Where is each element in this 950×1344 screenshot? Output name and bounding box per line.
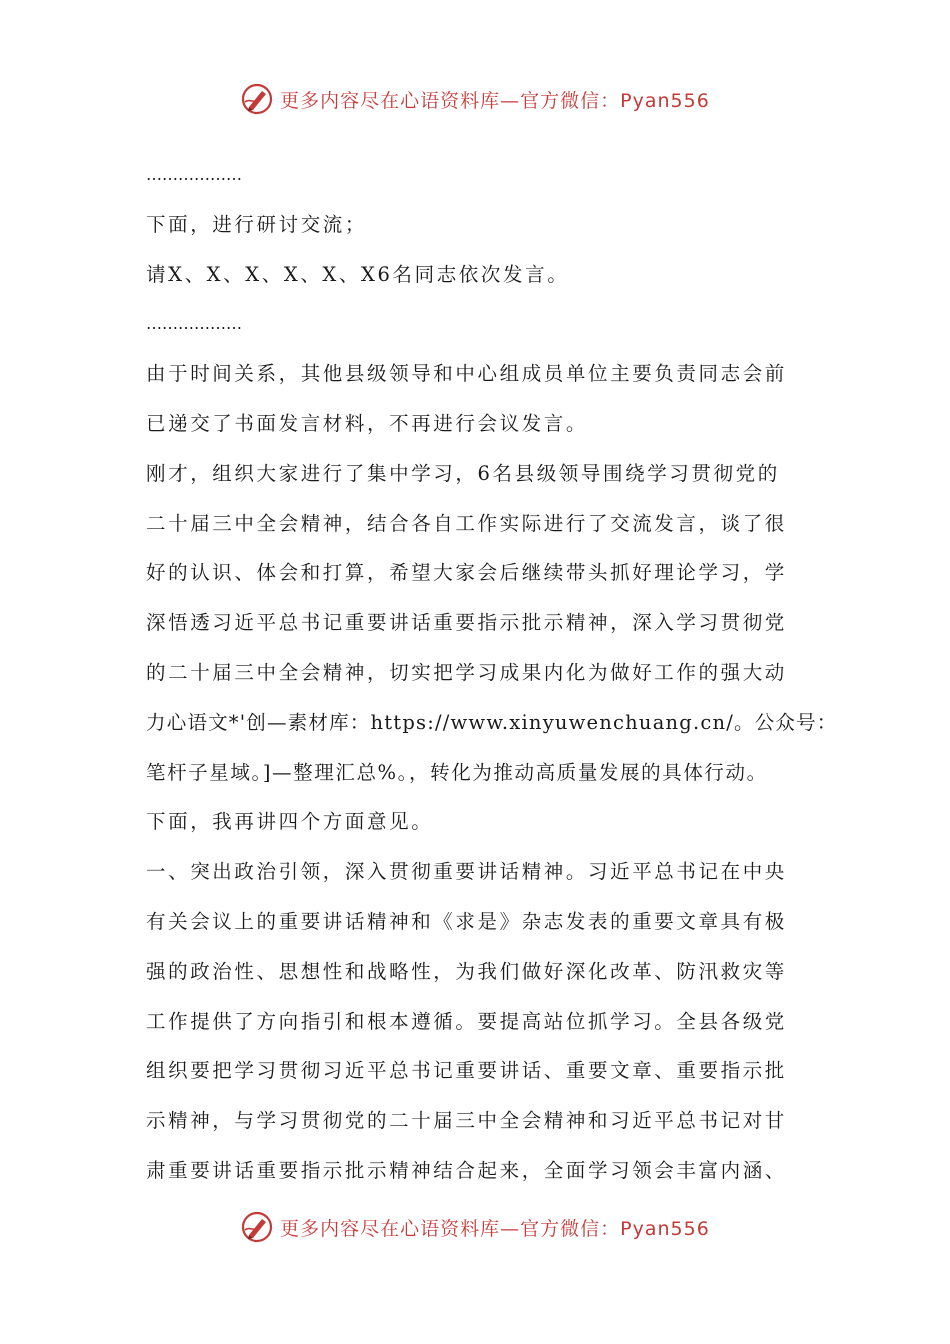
text-line: 的二十届三中全会精神，切实把学习成果内化为做好工作的强大动 xyxy=(146,660,787,684)
text-line: 工作提供了方向指引和根本遵循。要提高站位抓学习。全县各级党 xyxy=(146,1009,787,1033)
text-line: 强的政治性、思想性和战略性，为我们做好深化改革、防汛救灾等 xyxy=(146,959,787,983)
text-line: 力心语文*'创—素材库：https://www.xinyuwenchuang.cn/。公众号： xyxy=(146,710,838,734)
footer-banner xyxy=(0,1210,950,1244)
text-line: 深悟透习近平总书记重要讲话重要指示批示精神，深入学习贯彻党 xyxy=(146,611,787,635)
text-line: 下面，我再讲四个方面意见。 xyxy=(146,810,434,834)
text-line: 刚才，组织大家进行了集中学习，6名县级领导围绕学习贯彻党的 xyxy=(146,461,780,485)
wechat-id: Pyan556 xyxy=(620,1217,710,1240)
text-line: 二十届三中全会精神，结合各自工作实际进行了交流发言，谈了很 xyxy=(146,511,787,535)
pen-logo-icon xyxy=(240,82,274,116)
text-line: 示精神，与学习贯彻党的二十届三中全会精神和习近平总书记对甘 xyxy=(146,1109,787,1133)
text-line: 有关会议上的重要讲话精神和《求是》杂志发表的重要文章具有极 xyxy=(146,909,787,933)
text-line: 由于时间关系，其他县级领导和中心组成员单位主要负责同志会前 xyxy=(146,362,787,386)
text-line: 肃重要讲话重要指示批示精神结合起来，全面学习领会丰富内涵、 xyxy=(146,1158,787,1182)
text-line: 笔杆子星域。]—整理汇总%。，转化为推动高质量发展的具体行动。 xyxy=(146,760,768,784)
ellipsis-line: ……………… xyxy=(146,165,242,184)
text-line: 组织要把学习贯彻习近平总书记重要讲话、重要文章、重要指示批 xyxy=(146,1059,787,1083)
text-line: 请X、X、X、X、X、X6名同志依次发言。 xyxy=(146,262,570,286)
banner-text: 更多内容尽在心语资料库—官方微信：Pyan556 xyxy=(280,1217,710,1240)
pen-logo-icon xyxy=(240,1210,274,1244)
text-line: 已递交了书面发言材料，不再进行会议发言。 xyxy=(146,411,589,435)
text-line: 好的认识、体会和打算，希望大家会后继续带头抓好理论学习，学 xyxy=(146,561,787,585)
banner-text: 更多内容尽在心语资料库—官方微信：Pyan556 xyxy=(280,89,710,112)
document-body xyxy=(146,150,838,1196)
wechat-id: Pyan556 xyxy=(620,89,710,112)
text-line: 一、突出政治引领，深入贯彻重要讲话精神。习近平总书记在中央 xyxy=(146,860,787,884)
ellipsis-line: ……………… xyxy=(146,314,242,334)
text-line: 下面，进行研讨交流； xyxy=(146,212,368,236)
header-banner xyxy=(0,82,950,116)
